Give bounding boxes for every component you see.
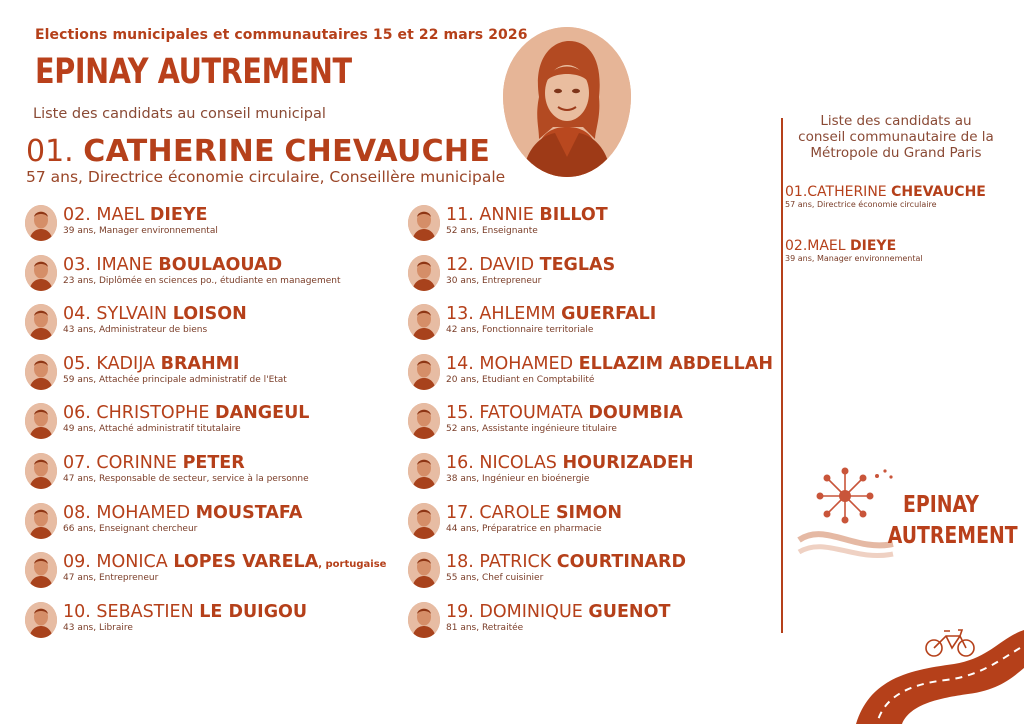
- candidate-description: 47 ans, Entrepreneur: [63, 573, 159, 584]
- candidate-name: [446, 602, 670, 622]
- candidate-photo: [25, 255, 57, 291]
- candidate-first-name: CAROLE: [479, 502, 551, 523]
- road-bike-illustration-icon: [850, 612, 1024, 724]
- cc-description: 39 ans, Manager environnemental: [785, 254, 923, 263]
- candidate-last-name: DOUMBIA: [588, 403, 683, 424]
- candidate-first-name: SEBASTIEN: [96, 601, 194, 622]
- candidate-first-name: IMANE: [96, 254, 153, 275]
- candidate-photo: [25, 453, 57, 489]
- candidate-photo: [25, 304, 57, 340]
- cc-number: 02.: [785, 238, 808, 254]
- candidate-name: [446, 354, 773, 374]
- candidate-first-name: CORINNE: [96, 453, 177, 473]
- candidate-name: [446, 255, 615, 275]
- candidate-first-name: MOHAMED: [96, 502, 191, 523]
- candidate-photo: [25, 403, 57, 439]
- cc-first-name: CATHERINE: [807, 184, 887, 200]
- candidate-name: [63, 255, 282, 275]
- candidate-photo: [408, 304, 440, 340]
- candidate-description: 42 ans, Fonctionnaire territoriale: [446, 325, 594, 336]
- candidate-first-name: DAVID: [479, 254, 535, 275]
- candidate-first-name: PATRICK: [479, 552, 552, 573]
- candidate-photo: [25, 503, 57, 539]
- candidate-name: [446, 453, 694, 473]
- candidate-description: 66 ans, Enseignant chercheur: [63, 523, 198, 534]
- candidate-description: 20 ans, Etudiant en Comptabilité: [446, 374, 595, 385]
- logo-wordmark: [887, 490, 1018, 552]
- cc-number: 01.: [785, 184, 808, 200]
- candidate-number: 16.: [446, 453, 474, 473]
- candidate-name: [63, 503, 302, 523]
- candidate-number: 11.: [446, 205, 474, 225]
- logo-line: EPINAY: [903, 492, 979, 518]
- candidate-description: 52 ans, Enseignante: [446, 226, 538, 236]
- candidate-last-name: DANGEUL: [215, 403, 310, 424]
- candidate-description: 47 ans, Responsable de secteur, service à la personne: [63, 474, 309, 484]
- candidate-first-name: ANNIE: [479, 205, 534, 225]
- candidate-description: 59 ans, Attachée principale administratif de l'Etat: [63, 374, 287, 385]
- cc-candidate: [785, 238, 923, 263]
- candidate-photo: [25, 354, 57, 390]
- candidate-description: 43 ans, Administrateur de biens: [63, 325, 208, 336]
- candidate-photo: [25, 205, 57, 241]
- municipal-list-title: Liste des candidats au conseil municipal: [33, 106, 326, 122]
- candidate-nationality: , portugaise: [318, 559, 387, 571]
- candidate-last-name: GUERFALI: [561, 304, 657, 325]
- candidate-first-name: SYLVAIN: [96, 304, 168, 325]
- lead-first-name: CATHERINE: [83, 134, 275, 169]
- candidate-name: [446, 304, 656, 324]
- candidate-last-name: LOPES VARELA: [173, 552, 319, 573]
- candidate-last-name: BRAHMI: [160, 353, 240, 374]
- candidate-first-name: NICOLAS: [479, 453, 557, 473]
- candidate-photo: [25, 552, 57, 588]
- candidate-first-name: MOHAMED: [479, 353, 574, 374]
- candidate-number: 03.: [63, 254, 91, 275]
- candidate-description: 39 ans, Manager environnemental: [63, 226, 218, 236]
- candidate-name: [63, 304, 247, 324]
- column-divider: [781, 118, 783, 633]
- candidate-first-name: MONICA: [96, 552, 168, 573]
- candidate-first-name: AHLEMM: [479, 304, 556, 325]
- dandelion-logo-icon: [795, 462, 895, 562]
- candidate-last-name: MOUSTAFA: [195, 502, 303, 523]
- candidate-name: [446, 205, 608, 225]
- candidate-first-name: CHRISTOPHE: [96, 403, 210, 424]
- candidate-photo: [408, 602, 440, 638]
- candidate-number: 15.: [446, 403, 474, 424]
- candidate-number: 14.: [446, 353, 474, 374]
- candidate-last-name: BILLOT: [539, 205, 608, 225]
- candidate-description: 38 ans, Ingénieur en bioénergie: [446, 474, 590, 484]
- candidate-photo: [408, 503, 440, 539]
- candidate-number: 13.: [446, 304, 474, 325]
- candidate-description: 30 ans, Entrepreneur: [446, 275, 542, 286]
- candidate-photo: [408, 552, 440, 588]
- candidate-name: [446, 552, 686, 572]
- cc-title-line: Liste des candidats au: [820, 113, 972, 129]
- candidate-number: 05.: [63, 353, 91, 374]
- candidate-first-name: FATOUMATA: [479, 403, 583, 424]
- candidate-description: 49 ans, Attaché administratif titutalaire: [63, 424, 241, 435]
- logo-line: AUTREMENT: [887, 523, 1018, 549]
- election-headline: Elections municipales et communautaires 15 et 22 mars 2026: [35, 27, 528, 43]
- candidate-description: 44 ans, Préparatrice en pharmacie: [446, 523, 602, 534]
- candidate-number: 02.: [63, 205, 91, 225]
- lead-last-name: CHEVAUCHE: [284, 134, 491, 169]
- candidate-number: 10.: [63, 601, 91, 622]
- cc-title-line: Métropole du Grand Paris: [810, 145, 982, 161]
- candidate-last-name: LE DUIGOU: [199, 601, 308, 622]
- candidate-last-name: DIEYE: [149, 205, 208, 225]
- cc-description: 57 ans, Directrice économie circulaire: [785, 200, 937, 209]
- candidate-name: [63, 552, 386, 575]
- lead-number: 01.: [26, 134, 74, 169]
- candidate-last-name: ELLAZIM ABDELLAH: [578, 353, 774, 374]
- lead-portrait-photo: [503, 27, 631, 177]
- candidate-last-name: COURTINARD: [556, 552, 687, 573]
- candidate-first-name: MAEL: [96, 205, 145, 225]
- candidate-photo: [408, 255, 440, 291]
- candidate-last-name: SIMON: [555, 502, 622, 523]
- brand-title: EPINAY AUTREMENT: [35, 52, 352, 92]
- candidate-name: [63, 403, 309, 423]
- candidate-number: 19.: [446, 601, 474, 622]
- candidate-number: 08.: [63, 502, 91, 523]
- candidate-photo: [408, 403, 440, 439]
- candidate-number: 18.: [446, 552, 474, 573]
- candidate-photo: [408, 453, 440, 489]
- lead-candidate-name: [26, 134, 490, 169]
- candidate-last-name: HOURIZADEH: [562, 453, 694, 473]
- cc-candidate: [785, 184, 986, 209]
- cc-last-name: DIEYE: [850, 238, 897, 254]
- candidate-photo: [408, 205, 440, 241]
- candidate-first-name: DOMINIQUE: [479, 601, 583, 622]
- candidate-number: 17.: [446, 502, 474, 523]
- candidate-name: [63, 205, 208, 225]
- candidate-description: 81 ans, Retraitée: [446, 622, 524, 633]
- candidate-name: [446, 403, 683, 423]
- candidate-name: [446, 503, 622, 523]
- candidate-last-name: TEGLAS: [539, 254, 616, 275]
- candidate-number: 06.: [63, 403, 91, 424]
- candidate-description: 43 ans, Libraire: [63, 622, 133, 633]
- candidate-description: 55 ans, Chef cuisinier: [446, 573, 544, 584]
- candidate-photo: [25, 602, 57, 638]
- candidate-description: 23 ans, Diplômée en sciences po., étudiante en management: [63, 275, 341, 286]
- candidate-photo: [408, 354, 440, 390]
- candidate-number: 04.: [63, 304, 91, 325]
- candidate-last-name: LOISON: [172, 304, 247, 325]
- candidate-name: [63, 354, 240, 374]
- lead-candidate-description: 57 ans, Directrice économie circulaire, Conseillère municipale: [26, 168, 506, 186]
- cc-title-line: conseil communautaire de la: [798, 129, 994, 145]
- candidate-name: [63, 453, 245, 473]
- cc-last-name: CHEVAUCHE: [891, 184, 986, 200]
- communautaire-list-title: [790, 113, 1002, 161]
- cc-first-name: MAEL: [807, 238, 846, 254]
- candidate-last-name: BOULAOUAD: [158, 254, 283, 275]
- candidate-description: 52 ans, Assistante ingénieure titulaire: [446, 424, 617, 435]
- candidate-number: 12.: [446, 254, 474, 275]
- candidate-number: 09.: [63, 552, 91, 573]
- candidate-number: 07.: [63, 453, 91, 473]
- candidate-first-name: KADIJA: [96, 353, 156, 374]
- candidate-name: [63, 602, 307, 622]
- candidate-last-name: GUENOT: [588, 601, 671, 622]
- candidate-last-name: PETER: [182, 453, 245, 473]
